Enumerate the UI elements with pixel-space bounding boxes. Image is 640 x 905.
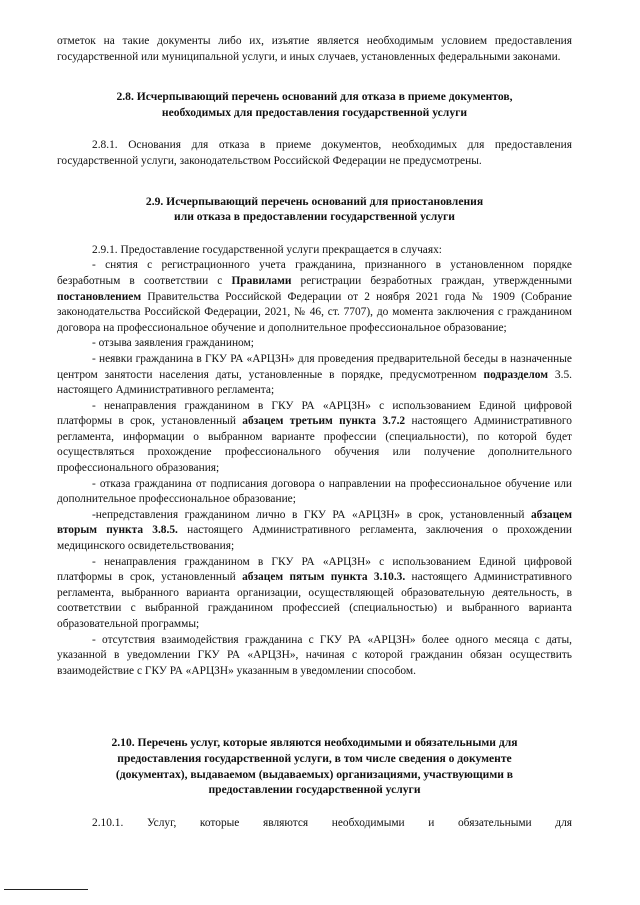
section-2-10-heading [57,735,572,797]
document-page [57,34,572,831]
section-2-10-heading-line-1: 2.10. Перечень услуг, которые являются необходимыми и обязательными для [111,736,518,750]
list-item-no-medical-report: -непредставления гражданином лично в ГКУ РА «АРЦЗН» в срок, установленный абзацем вторым пункта 3.8.5. настоящего Административного регламента, заключения о прохождении медицинского освидетельствования; [57,508,573,553]
list-item-no-show: - неявки гражданина в ГКУ РА «АРЦЗН» для проведения предварительной беседы в назначенные центром занятости населения даты, установленные в порядке, предусмотренном подразделом 3.5. настоящего Административного регламента; [57,352,572,397]
section-2-9-heading-line-1: 2.9. Исчерпывающий перечень оснований для приостановления [145,194,484,208]
paragraph-2-10-1: 2.10.1. Услуг, которые являются необходимыми и обязательными для [92,816,572,829]
section-2-8-heading-line-1: 2.8. Исчерпывающий перечень оснований для отказа в приеме документов, [116,90,513,104]
list-item-refusal-contract: - отказа гражданина от подписания договора о направлении на профессиональное обучение или дополнительное профессиональное образование; [57,477,572,506]
section-2-10-heading-line-4: предоставлении государственной услуги [208,783,421,797]
clause-3-10-3-reference: абзацем пятым пункта 3.10.3. [242,571,406,584]
section-2-10-heading-line-3: (документах), выдаваемом (выдаваемых) организациями, участвующими в [115,767,514,781]
paragraph-2-8-1: 2.8.1. Основания для отказа в приеме документов, необходимых для предоставления государственной услуги, законодательством Российской Федерации не предусмотрены. [57,139,572,167]
section-2-9-body [57,243,572,680]
subsection-reference: подразделом [483,368,549,381]
list-item-withdrawal: - отзыва заявления гражданином; [92,337,254,350]
list-item-no-organization-choice: - ненаправления гражданином в ГКУ РА «АРЦЗН» с использованием Единой цифровой платформы в срок, установленный абзацем пятым пункта 3.10.3. настоящего Административного регламента, выбранного варианта организации, осуществляющей образовательную деятельность, в соответствии с выбранной гражданином профессией (специальностью) и выбранного варианта образовательной программы; [57,555,572,630]
list-item-deregistration: - снятия с регистрационного учета гражданина, признанного в установленном порядке безработным в соответствии с Правилами регистрации безработных граждан, утвержденными постановлением Правительства Российской Федерации от 2 ноября 2021 года № 1909 (Собрание законодательства Российской Федерации, 2021, № 46, ст. 7707), до момента заключения с гражданином договора на профессиональное обучение и дополнительное профессиональное образование; [57,259,572,334]
clause-3-7-2-reference: абзацем третьим пункта 3.7.2 [242,415,406,428]
section-2-8-heading-line-2: необходимых для предоставления государственной услуги [161,105,468,119]
section-2-9-heading [57,194,572,225]
list-item-no-profession-info: - ненаправления гражданином в ГКУ РА «АРЦЗН» с использованием Единой цифровой платформы в срок, установленный абзацем третьим пункта 3.7.2 настоящего Административного регламента, информации о выбранном варианте профессии (специальности), по которой будет осуществляться прохождение профессионального обучения или получение дополнительного профессионального образования; [57,399,572,475]
resolution-reference: постановлением [57,290,142,303]
footnote-separator-line [4,889,88,890]
section-2-8-heading [57,89,572,120]
list-item-no-interaction: - отсутствия взаимодействия гражданина с ГКУ РА «АРЦЗН» более одного месяца с даты, указанной в уведомлении ГКУ РА «АРЦЗН», начиная с которой гражданин обязан осуществить взаимодействие с ГКУ РА «АРЦЗН» указанным в уведомлении способом. [57,633,572,677]
section-2-9-heading-line-2: или отказа в предоставлении государственной услуги [174,210,455,224]
section-2-10-heading-line-2: предоставления государственной услуги, в том числе сведения о документе [117,751,512,765]
paragraph-2-9-1: 2.9.1. Предоставление государственной услуги прекращается в случаях: [92,243,442,256]
rules-reference: Правилами [231,274,292,287]
intro-paragraph: отметок на такие документы либо их, изъятие является необходимым условием предоставления государственной или муниципальной услуги, и иных случаев, установленных федеральными законами. [57,35,572,63]
clause-3-8-5-reference: абзацем вторым пункта 3.8.5. [57,508,572,537]
section-2-10-body [57,816,572,832]
